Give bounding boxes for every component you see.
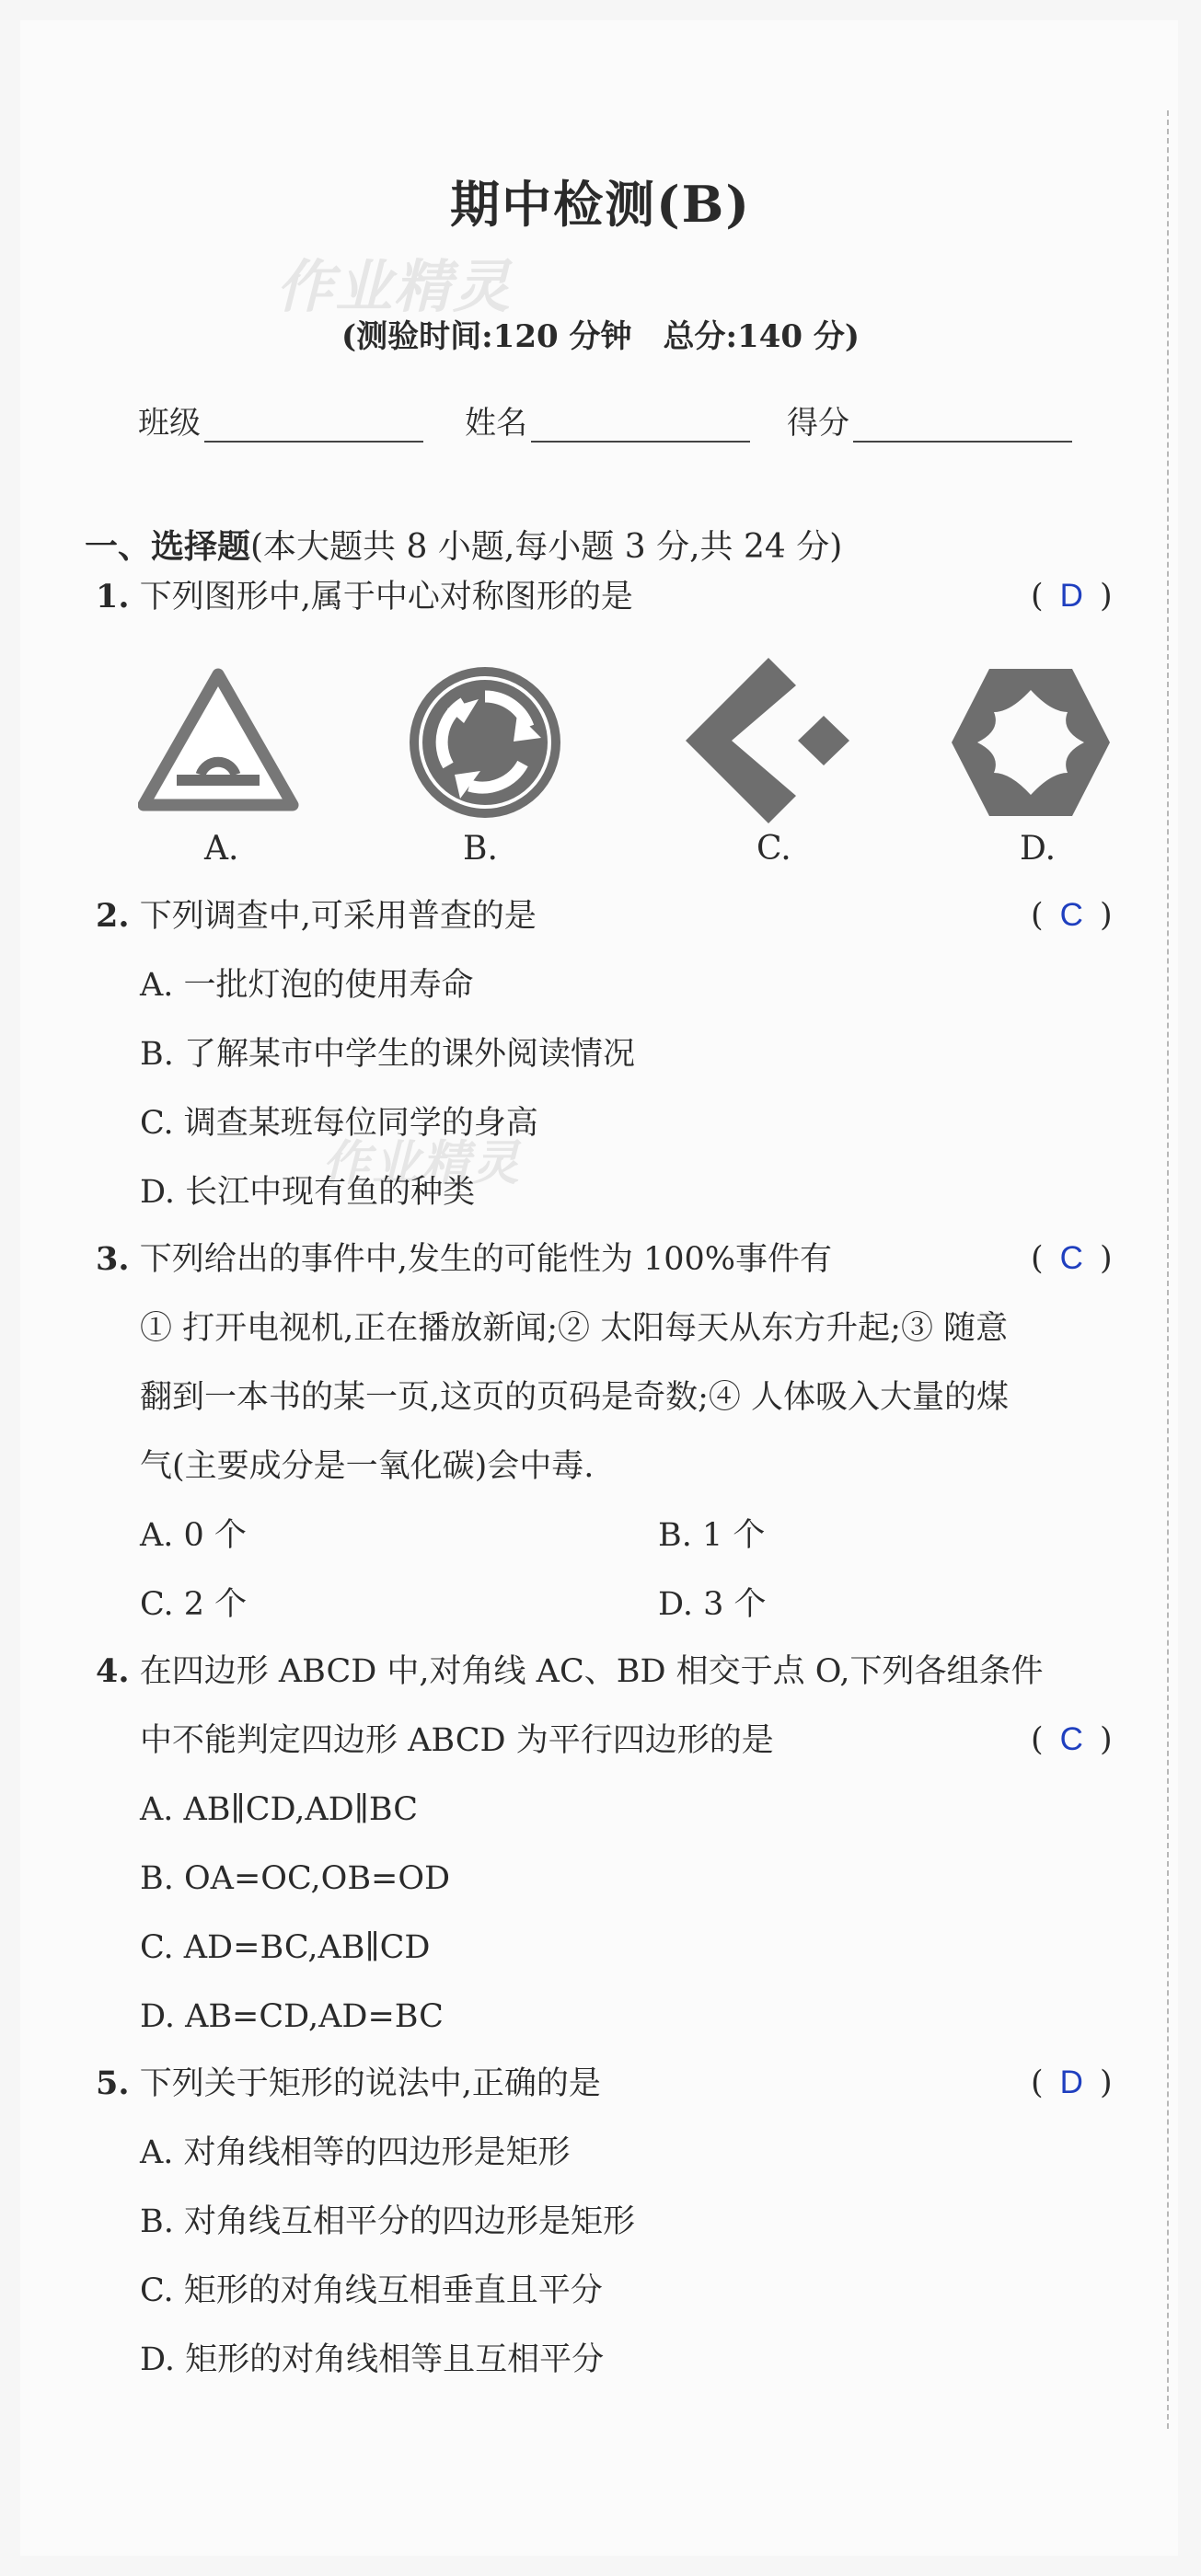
answer-4: ( C ) [1031, 1721, 1113, 1758]
watermark: 作业精灵 [276, 253, 513, 320]
figure-label-b: B. [463, 830, 498, 868]
q2-option-d: D. 长江中现有鱼的种类 [140, 1174, 476, 1211]
figure-label-a: A. [204, 830, 239, 868]
q5-option-b: B. 对角线互相平分的四边形是矩形 [140, 2203, 635, 2240]
q2-option-c: C. 调查某班每位同学的身高 [140, 1105, 538, 1142]
q3-option-c: C. 2 个 [140, 1586, 248, 1623]
q4-option-b: B. OA=OC,OB=OD [140, 1860, 451, 1897]
q5-option-c: C. 矩形的对角线互相垂直且平分 [140, 2272, 603, 2309]
question-4: 4. 在四边形 ABCD 中,对角线 AC、BD 相交于点 O,下列各组条件 [96, 1652, 1044, 1690]
question-1: 1. 下列图形中,属于中心对称图形的是 [96, 578, 633, 615]
q3-line-3: 气(主要成分是一氧化碳)会中毒. [140, 1448, 595, 1485]
exam-subtitle: (测验时间:120 分钟 总分:140 分) [341, 318, 860, 355]
section-heading: 一、选择题(本大题共 8 小题,每小题 3 分,共 24 分) [85, 528, 843, 566]
name-field[interactable]: 姓名 [465, 397, 750, 443]
figure-label-d: D. [1020, 830, 1057, 868]
q4-option-d: D. AB=CD,AD=BC [140, 1998, 444, 2035]
page-fold-line [1167, 110, 1169, 2429]
q3-line-1: ① 打开电视机,正在播放新闻;② 太阳每天从东方升起;③ 随意 [140, 1310, 1009, 1347]
q3-option-d: D. 3 个 [658, 1586, 767, 1623]
triangle-bump-sign-icon [138, 667, 299, 814]
watermark-2: 作业精灵 [322, 1136, 522, 1191]
q4-option-c: C. AD=BC,AB∥CD [140, 1929, 431, 1966]
q4-option-a: A. AB∥CD,AD∥BC [140, 1791, 419, 1828]
star-hexagon-icon [948, 664, 1114, 821]
score-field[interactable]: 得分 [787, 397, 1072, 443]
answer-2: ( C ) [1031, 897, 1113, 934]
class-field[interactable]: 班级 [138, 397, 423, 443]
answer-1: ( D ) [1031, 578, 1113, 615]
q3-line-2: 翻到一本书的某一页,这页的页码是奇数;④ 人体吸入大量的煤 [140, 1379, 1010, 1416]
roundabout-sign-icon [405, 662, 566, 823]
answer-5: ( D ) [1031, 2064, 1113, 2101]
chevron-diamond-icon [676, 653, 870, 828]
q2-option-b: B. 了解某市中学生的课外阅读情况 [140, 1036, 635, 1073]
page-title: 期中检测(B) [450, 175, 751, 234]
answer-3: ( C ) [1031, 1240, 1113, 1277]
q2-option-a: A. 一批灯泡的使用寿命 [140, 967, 474, 1004]
figure-label-c: C. [756, 830, 791, 868]
q5-option-d: D. 矩形的对角线相等且互相平分 [140, 2341, 605, 2378]
question-5: 5. 下列关于矩形的说法中,正确的是 [96, 2064, 601, 2102]
q3-option-b: B. 1 个 [658, 1517, 766, 1554]
question-2: 2. 下列调查中,可采用普查的是 [96, 897, 537, 935]
question-4-line-2: 中不能判定四边形 ABCD 为平行四边形的是 [140, 1722, 774, 1759]
q3-option-a: A. 0 个 [140, 1517, 247, 1554]
question-3: 3. 下列给出的事件中,发生的可能性为 100%事件有 [96, 1240, 833, 1278]
q5-option-a: A. 对角线相等的四边形是矩形 [140, 2134, 571, 2171]
